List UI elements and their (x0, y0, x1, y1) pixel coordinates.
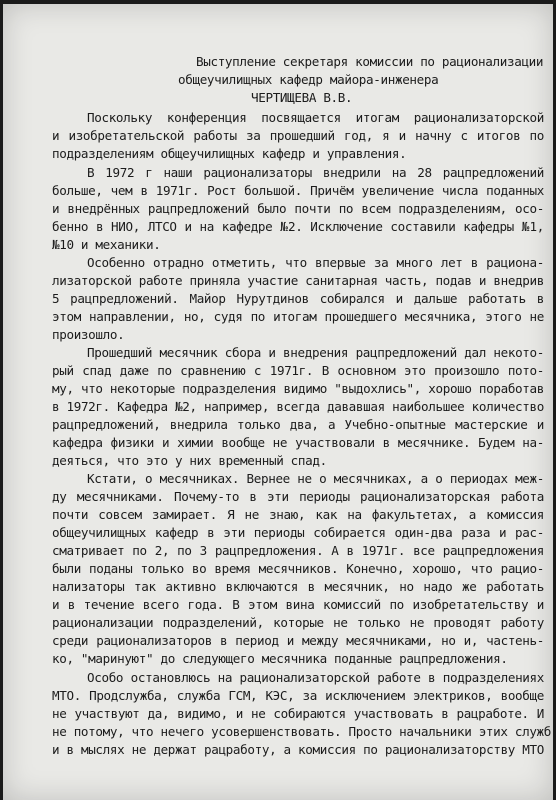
paragraph-3-line: произошло. (52, 327, 125, 342)
paragraph-6-line: МТО. Продслужба, служба ГСМ, КЭС, за исключением электриков, вообще (52, 688, 544, 703)
paragraph-2-line: В 1972 г наши рационализаторы внедрили на 28 рацпредложений (87, 165, 544, 180)
header-line: Выступление секретаря комиссии по рационализации (196, 54, 544, 69)
paragraph-5-line: почти совсем замирает. Я не знаю, как на факультетах, а комиссия (52, 507, 544, 522)
paragraph-5-line: Кстати, о месячниках. Вернее не о месячниках, а о периодах меж- (87, 471, 544, 486)
paragraph-3-line: лизаторской работе приняла участие санитарная часть, подав и внедрив (52, 273, 544, 288)
paragraph-5-line: были поданы только во время месячников. Конечно, хорошо, что рацио- (52, 561, 544, 576)
paragraph-3-line: этом направлении, но, судя по итогам прошедшего месячника, этого не (52, 309, 544, 324)
paragraph-3-line: Особенно отрадно отметить, что впервые за много лет в рациона- (87, 255, 544, 270)
paragraph-4-line: в 1972г. Кафедра №2, например, всегда дававшая наибольшее количество (52, 399, 544, 414)
paragraph-5-line: сматривает по 2, по 3 рацпредложения. А в 1971г. все рацпредложения (52, 543, 544, 558)
paragraph-5-line: и в течение всего года. В этом вина комиссий по изобретательству и (52, 597, 544, 612)
paragraph-5-line: общеучилищных кафедр в эти периоды собирается один-два раза и рас- (52, 525, 544, 540)
paragraph-5-line: нализаторы так активно включаются в месячник, но надо же работать (52, 579, 544, 594)
header-line: общеучилищных кафедр майора-инженера (178, 72, 439, 87)
paragraph-4-line: Прошедший месячник сбора и внедрения рацпредложений дал некото- (87, 345, 544, 360)
paragraph-5-line: рационализации подразделений, которые не только не проводят работу (52, 615, 544, 630)
paragraph-5-line: среди рационализаторов в период и между месячниками, но и, частень- (52, 633, 544, 648)
paragraph-5-line: ко, "маринуют" до следующего месячника поданные рацпредложения. (52, 651, 508, 666)
paragraph-6-line: и в мыслях не держат рацработу, а комиссия по рационализаторству МТО (52, 742, 544, 757)
paragraph-2-line: №10 и механики. (52, 237, 161, 252)
paragraph-6-line: Особо остановлюсь на рационализаторской работе в подразделениях (87, 670, 544, 685)
author-name: ЧЕРТИЩЕВА В.В. (251, 90, 353, 105)
paragraph-6-line: не потому, что нечего усовершенствовать. Просто начальники этих служб (52, 724, 552, 739)
paragraph-1-line: и изобретательской работы за прошедший год, я и начну с итогов по (52, 128, 544, 143)
paragraph-5-line: ду месячниками. Почему-то в эти периоды рационализаторская работа (52, 489, 544, 504)
paragraph-4-line: рый спад даже по сравнению с 1971г. В основном это произошло пото- (52, 363, 544, 378)
paragraph-4-line: деяться, что это у них временный спад. (52, 453, 327, 468)
paragraph-1-line: Поскольку конференция посвящается итогам рационализаторской (87, 110, 544, 125)
paragraph-4-line: рацпредложений, внедрила только два, а Учебно-опытные мастерские и (52, 417, 544, 432)
paragraph-1-line: подразделениям общеучилищных кафедр и управления. (52, 146, 407, 161)
paragraph-2-line: больше, чем в 1971г. Рост большой. Причём увеличение числа поданных (52, 183, 544, 198)
paragraph-4-line: му, что некоторые подразделения видимо "выдохлись", хорошо поработав (52, 381, 544, 396)
paragraph-2-line: и внедрённых рацпредложений было почти по всем подразделениям, осо- (52, 201, 544, 216)
paragraph-3-line: 5 рацпредложений. Майор Нурутдинов собирался и дальше работать в (52, 291, 544, 306)
paragraph-4-line: кафедра физики и химии вообще не участвовали в месячнике. Будем на- (52, 435, 544, 450)
paragraph-2-line: бенно в НИО, ЛТСО и на кафедре №2. Исключение составили кафедры №1, (52, 219, 544, 234)
paragraph-6-line: не участвуют да, видимо, и не собираются участвовать в рацработе. И (52, 706, 544, 721)
